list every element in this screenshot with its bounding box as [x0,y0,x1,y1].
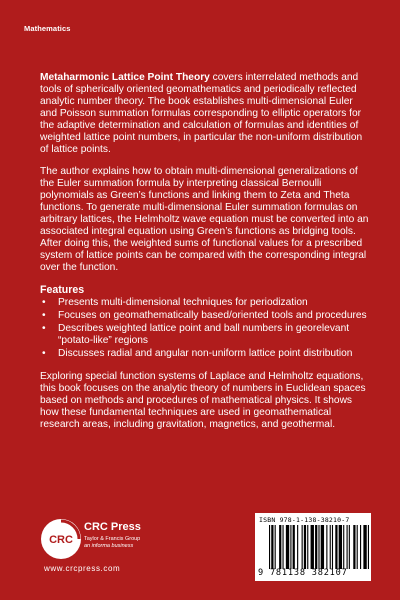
barcode-bar [353,525,355,569]
barcode-bar [349,525,350,569]
publisher-name: CRC Press [84,521,141,533]
publisher-url[interactable]: www.crcpress.com [44,564,121,573]
barcode-bar [330,525,331,569]
barcode-bar [363,525,366,569]
barcode-bar [311,525,314,569]
barcode-bar [275,525,276,569]
isbn-label: ISBN 978-1-138-38210-7 [259,516,350,524]
barcode-bar [343,525,344,569]
feature-item: • Discusses radial and angular non-uniform lattice point distribution [40,348,372,360]
barcode-bars [269,525,369,569]
publisher-group: Taylor & Francis Group [84,536,141,542]
barcode-bar [335,525,337,569]
logo-text: CRC [49,534,73,546]
publisher-parent: an informa business [84,543,134,549]
barcode-bar [297,525,298,569]
publisher-block [40,518,180,578]
barcode-bar [279,525,281,569]
barcode-number: 9 781138 382107 [258,568,348,578]
barcode-bar [315,525,317,569]
barcode-bar [360,525,361,569]
barcode-bar [332,525,333,569]
barcode-bar [304,525,306,569]
barcode-bar [286,525,289,569]
description-block [40,72,372,441]
intro-paragraph [40,72,372,156]
barcode-bar [302,525,303,569]
barcode-bar [368,525,369,569]
barcode-bar [318,525,319,569]
category-label: Mathematics [24,24,71,33]
barcode-bar [293,525,295,569]
barcode-bar [282,525,283,569]
features-heading: Features [40,284,85,296]
barcode-bar [269,525,270,569]
barcode-bar [357,525,358,569]
feature-item: • Describes weighted lattice point and ball numbers in georelevant “potato-like” regions [40,323,372,347]
barcode-bar [307,525,308,569]
isbn-barcode [255,513,371,581]
feature-item: • Presents multi-dimensional techniques for periodization [40,297,372,309]
barcode-bar [339,525,342,569]
barcode-bar [321,525,324,569]
book-title: Metaharmonic Lattice Point Theory [40,72,210,83]
barcode-bar [326,525,327,569]
barcode-bar [347,525,348,569]
feature-item: • Focuses on geomathematically based/oriented tools and procedures [40,310,372,322]
crc-press-logo-icon [40,518,82,560]
features-list [40,297,372,360]
closing-paragraph: Exploring special function systems of Laplace and Helmholtz equations, this book focuses on the analytic theory of numbers in Euclidean spaces based on methods and procedures of mathematical physics. It shows how these fundamental techniques are used in geomathematical research areas, including gravitation, magnetics, and geothermal. [40,371,366,430]
intro-text: covers interrelated methods and tools of spherically oriented geomathematics and periodically reflected analytic number theory. The book establishes multi-dimensional Euler and Poisson summation formulas corresponding to elliptic operators for the adaptive determination and calculation of formulas and identities of weighted lattice point numbers, in particular the non-uniform distribution of lattice points. [40,72,363,155]
barcode-bar [271,525,273,569]
barcode-bar [290,525,291,569]
author-paragraph: The author explains how to obtain multi-dimensional generalizations of the Euler summation formula by interpreting classical Bernoulli polynomials as Green’s functions and linking them to Zeta and Theta functions. To generate multi-dimensional Euler summation formulas on arbitrary lattices, the Helmholtz wave equation must be converted into an associated integral equation using Green’s functions as bridging tools. After doing this, the weighted sums of functional values for a prescribed system of lattice points can be compared with the corresponding integral over the function. [40,166,369,273]
